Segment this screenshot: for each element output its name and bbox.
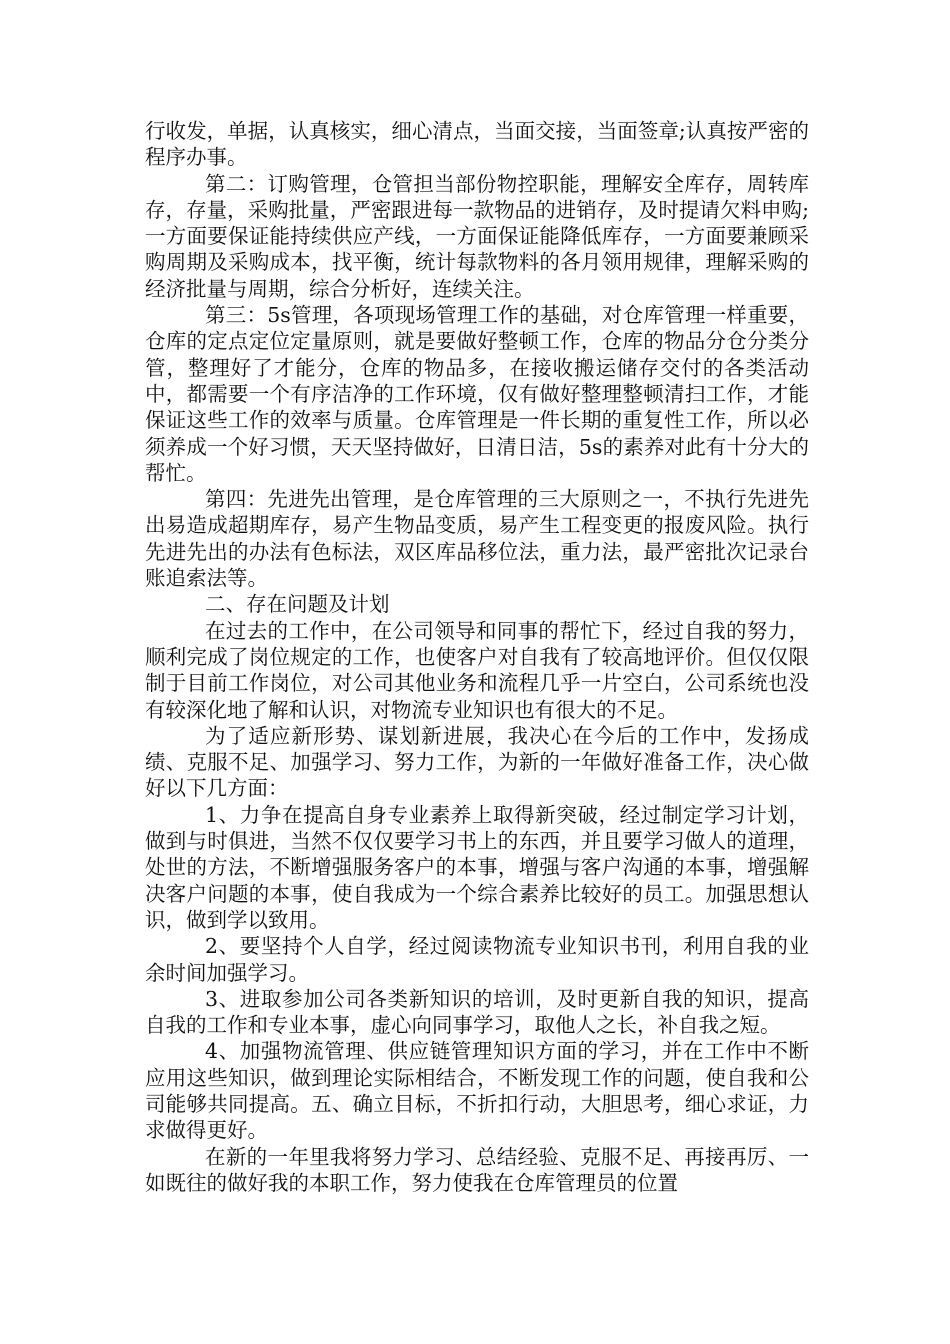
paragraph-fifo-management: 第四：先进先出管理，是仓库管理的三大原则之一，不执行先进先出易造成超期库存，易产生物品变质，易产生工程变更的报废风险。执行先进先出的办法有色标法，双区库品移位法，重力法，最严密批次记录台账追索法等。 [145,487,809,591]
paragraph-new-situation: 为了适应新形势、谋划新进展，我决心在今后的工作中，发扬成绩、克服不足、加强学习、努力工作，为新的一年做好准备工作，决心做好以下几方面： [145,723,809,801]
paragraph-ordering-management: 第二：订购管理，仓管担当部份物控职能，理解安全库存，周转库存，存量，采购批量，严密跟进每一款物品的进销存，及时提请欠料申购;一方面要保证能持续供应产线，一方面保证能降低库存，一方面要兼顾采购周期及采购成本，找平衡，统计每款物料的各月领用规律，理解采购的经济批量与周期，综合分析好，连续关注。 [145,171,809,301]
list-item-3: 3、进取参加公司各类新知识的培训，及时更新自我的知识，提高自我的工作和专业本事，虚心向同事学习，取他人之长，补自我之短。 [145,986,809,1038]
paragraph-5s-management: 第三：5s管理，各项现场管理工作的基础，对仓库管理一样重要，仓库的定点定位定量原则，就是要做好整顿工作，仓库的物品分仓分类分管，整理好了才能分，仓库的物品多，在接收搬运储存交付的各类活动中，都需要一个有序洁净的工作环境，仅有做好整理整顿清扫工作，才能保证这些工作的效率与质量。仓库管理是一件长期的重复性工作，所以必须养成一个好习惯，天天坚持做好，日清日洁，5s的素养对此有十分大的帮忙。 [145,303,809,485]
paragraph-new-year: 在新的一年里我将努力学习、总结经验、克服不足、再接再厉、一如既往的做好我的本职工作，努力使我在仓库管理员的位置 [145,1144,809,1195]
list-item-4: 4、加强物流管理、供应链管理知识方面的学习，并在工作中不断应用这些知识，做到理论实际相结合，不断发现工作的问题，使自我和公司能够共同提高。五、确立目标，不折扣行动，大胆思考，细心求证，力求做得更好。 [145,1039,809,1143]
paragraph-past-work: 在过去的工作中，在公司领导和同事的帮忙下，经过自我的努力，顺利完成了岗位规定的工作，也使客户对自我有了较高地评价。但仅仅限制于目前工作岗位，对公司其他业务和流程几乎一片空白，公司系统也没有较深化地了解和认识，对物流专业知识也有很大的不足。 [145,618,809,722]
list-item-1: 1、力争在提高自身专业素养上取得新突破，经过制定学习计划，做到与时俱进，当然不仅仅要学习书上的东西，并且要学习做人的道理，处世的方法，不断增强服务客户的本事，增强与客户沟通的本事，增强解决客户问题的本事，使自我成为一个综合素养比较好的员工。加强思想认识，做到学以致用。 [145,802,809,932]
document-body [145,118,809,1196]
section-heading-problems-plans: 二、存在问题及计划 [205,592,390,617]
paragraph-intro-continuation: 行收发，单据，认真核实，细心清点，当面交接，当面签章;认真按严密的程序办事。 [145,119,809,170]
list-item-2: 2、要坚持个人自学，经过阅读物流专业知识书刊，利用自我的业余时间加强学习。 [145,934,809,985]
